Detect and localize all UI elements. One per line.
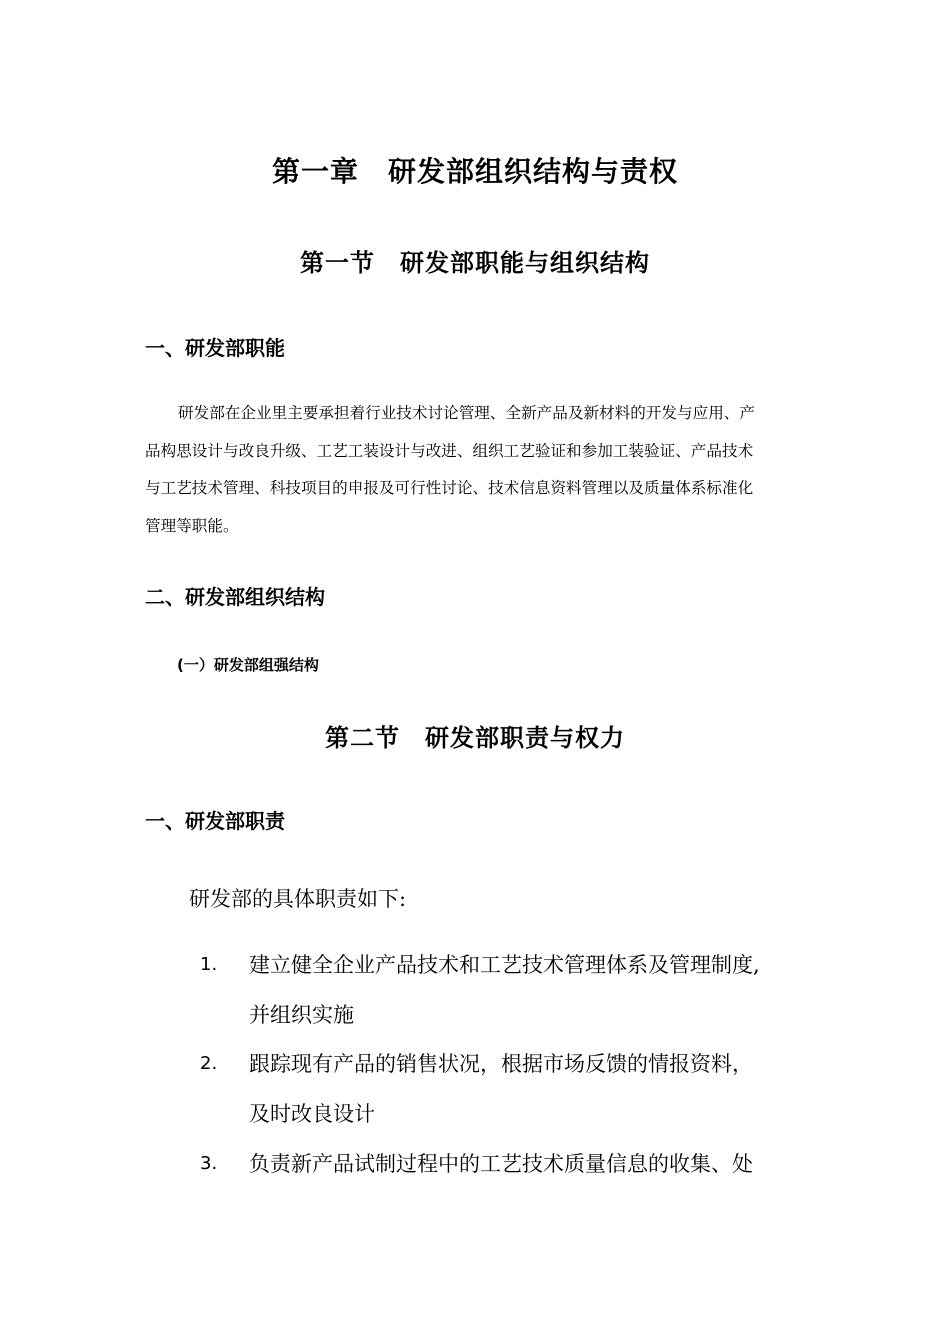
- paragraph-line: 研发部在企业里主要承担着行业技术讨论管理、全新产品及新材料的开发与应用、产: [178, 404, 755, 422]
- list-number: 3.: [200, 1153, 218, 1174]
- list-item-line: 及时改良设计: [249, 1102, 375, 1126]
- list-item-line: 并组织实施: [249, 1003, 354, 1027]
- list-item-text: [249, 1039, 819, 1139]
- section1-heading-functions: 一、研发部职能: [145, 336, 285, 360]
- list-item-text: [249, 940, 819, 1040]
- section2-title: 第二节 研发部职责与权力: [325, 724, 625, 752]
- duties-intro: 研发部的具体职责如下:: [189, 887, 407, 911]
- list-number: 2.: [200, 1053, 218, 1074]
- paragraph-line: 品构思设计与改良升级、工艺工装设计与改进、组织工艺验证和参加工装验证、产品技术: [145, 441, 754, 460]
- section1-title: 第一节 研发部职能与组织结构: [300, 249, 650, 277]
- chapter-title: 第一章 研发部组织结构与责权: [271, 155, 678, 188]
- paragraph-line: 与工艺技术管理、科技项目的申报及可行性讨论、技术信息资料管理以及质量体系标准化: [145, 479, 754, 497]
- list-item-line: 建立健全企业产品技术和工艺技术管理体系及管理制度,: [249, 953, 760, 977]
- list-item-line: 负责新产品试制过程中的工艺技术质量信息的收集、处: [249, 1152, 753, 1176]
- section1-heading-structure: 二、研发部组织结构: [145, 585, 325, 609]
- section2-heading-duties: 一、研发部职责: [145, 809, 285, 833]
- list-item-text: [249, 1139, 819, 1189]
- structure-subheading: (一）研发部组强结构: [177, 656, 319, 674]
- functions-paragraph: [145, 395, 810, 545]
- list-item-line: 跟踪现有产品的销售状况，根据市场反馈的情报资料，: [249, 1052, 753, 1076]
- list-number: 1.: [200, 954, 218, 975]
- paragraph-line: 管理等职能。: [145, 516, 239, 535]
